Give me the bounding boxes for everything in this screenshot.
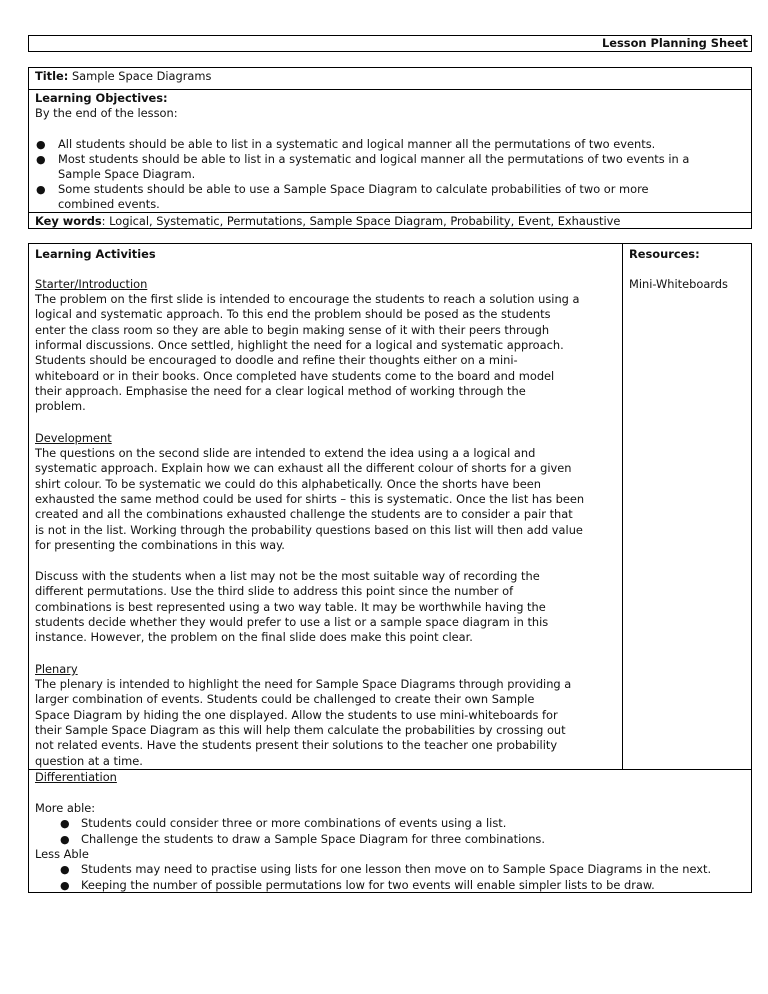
paragraph-line: Discuss with the students when a list may not be the most suitable way of recording the bbox=[35, 569, 540, 583]
keywords-value: : Logical, Systematic, Permutations, Sample Space Diagram, Probability, Event, Exhaustive bbox=[101, 214, 621, 228]
objective-line: Some students should be able to use a Sample Space Diagram to calculate probabilities of two or more bbox=[58, 182, 649, 196]
activities-heading: Learning Activities bbox=[35, 247, 156, 261]
title-label: Title: bbox=[35, 69, 69, 83]
paragraph-line: problem. bbox=[35, 399, 86, 414]
objective-line: Most students should be able to list in a systematic and logical manner all the permutations of two events in a bbox=[58, 152, 690, 166]
bullet-icon: ● bbox=[36, 153, 46, 166]
bullet-icon: ● bbox=[60, 863, 70, 876]
divider bbox=[28, 89, 752, 90]
paragraph-line: systematic approach. Explain how we can exhaust all the different colour of shorts for a given bbox=[35, 461, 572, 476]
paragraph-line: enter the class room so they are able to begin making sense of it with their peers through bbox=[35, 322, 550, 337]
more-able-item: Challenge the students to draw a Sample Space Diagram for three combinations. bbox=[81, 832, 545, 846]
column-divider bbox=[622, 243, 623, 770]
paragraph-line: question at a time. bbox=[35, 753, 143, 768]
paragraph-line: different permutations. Use the third slide to address this point since the number of bbox=[35, 584, 514, 599]
starter-heading: Starter/Introduction bbox=[35, 277, 148, 291]
bullet-icon: ● bbox=[36, 138, 46, 151]
resources-item: Mini-Whiteboards bbox=[629, 277, 728, 291]
paragraph-line: Space Diagram by hiding the one displayed. Allow the students to use mini-whiteboards for bbox=[35, 707, 558, 722]
less-able-item: Keeping the number of possible permutations low for two events will enable simpler lists to be draw. bbox=[81, 878, 655, 892]
sheet-title: Lesson Planning Sheet bbox=[602, 36, 748, 50]
paragraph-line: instance. However, the problem on the final slide does make this point clear. bbox=[35, 630, 473, 645]
paragraph-line: their approach. Emphasise the need for a clear logical method of working through the bbox=[35, 384, 526, 399]
paragraph-line: larger combination of events. Students could be challenged to create their own Sample bbox=[35, 692, 535, 707]
title-value: Sample Space Diagrams bbox=[71, 69, 212, 83]
divider bbox=[28, 769, 752, 770]
paragraph-line: combinations is best represented using a two way table. It may be worthwhile having the bbox=[35, 599, 546, 614]
objectives-intro: By the end of the lesson: bbox=[35, 106, 178, 120]
objective-line: All students should be able to list in a systematic and logical manner all the permutations of two events. bbox=[58, 137, 656, 151]
more-able-item: Students could consider three or more combinations of events using a list. bbox=[81, 816, 507, 830]
title-row bbox=[35, 69, 211, 84]
objectives-label: Learning Objectives: bbox=[35, 91, 168, 105]
paragraph-line: logical and systematic approach. To this end the problem should be posed as the students bbox=[35, 307, 551, 322]
plenary-heading: Plenary bbox=[35, 662, 78, 676]
paragraph-line: The plenary is intended to highlight the need for Sample Space Diagrams through providing a bbox=[35, 677, 572, 691]
paragraph-line: The questions on the second slide are intended to extend the idea using a a logical and bbox=[35, 446, 536, 460]
less-able-label: Less Able bbox=[35, 847, 89, 861]
less-able-item: Students may need to practise using lists for one lesson then move on to Sample Space Diagrams in the next. bbox=[81, 862, 712, 876]
paragraph-line: shirt colour. To be systematic we could do this alphabetically. Once the shorts have been bbox=[35, 476, 541, 491]
differentiation-heading: Differentiation bbox=[35, 770, 117, 784]
paragraph-line: whiteboard or in their books. Once completed have students come to the board and model bbox=[35, 368, 555, 383]
development-heading: Development bbox=[35, 431, 112, 445]
paragraph-line: informal discussions. Once settled, highlight the need for a logical and systematic approach. bbox=[35, 338, 564, 353]
paragraph-line: not related events. Have the students present their solutions to the teacher one probability bbox=[35, 738, 558, 753]
keywords-row bbox=[35, 214, 620, 229]
objective-line: combined events. bbox=[58, 197, 160, 211]
paragraph-line: exhausted the same method could be used for shirts – this is systematic. Once the list has been bbox=[35, 492, 585, 507]
bullet-icon: ● bbox=[60, 817, 70, 830]
more-able-label: More able: bbox=[35, 801, 96, 815]
bullet-icon: ● bbox=[60, 833, 70, 846]
paragraph-line: is not in the list. Working through the probability questions based on this list will then add value bbox=[35, 522, 583, 537]
paragraph-line: their Sample Space Diagram as this will help them calculate the probabilities by crossing out bbox=[35, 723, 566, 738]
paragraph-line: created and all the combinations exhausted challenge the students are to consider a pair that bbox=[35, 507, 573, 522]
resources-heading: Resources: bbox=[629, 247, 700, 261]
bullet-icon: ● bbox=[60, 879, 70, 892]
paragraph-line: for presenting the combinations in this way. bbox=[35, 538, 285, 553]
keywords-label: Key words bbox=[35, 214, 102, 228]
bullet-icon: ● bbox=[36, 183, 46, 196]
paragraph-line: Students should be encouraged to doodle and refine their thoughts either on a mini- bbox=[35, 353, 518, 368]
paragraph-line: The problem on the first slide is intended to encourage the students to reach a solution using a bbox=[35, 292, 580, 306]
paragraph-line: students decide whether they would prefer to use a list or a sample space diagram in this bbox=[35, 615, 549, 630]
objective-line: Sample Space Diagram. bbox=[58, 167, 196, 181]
